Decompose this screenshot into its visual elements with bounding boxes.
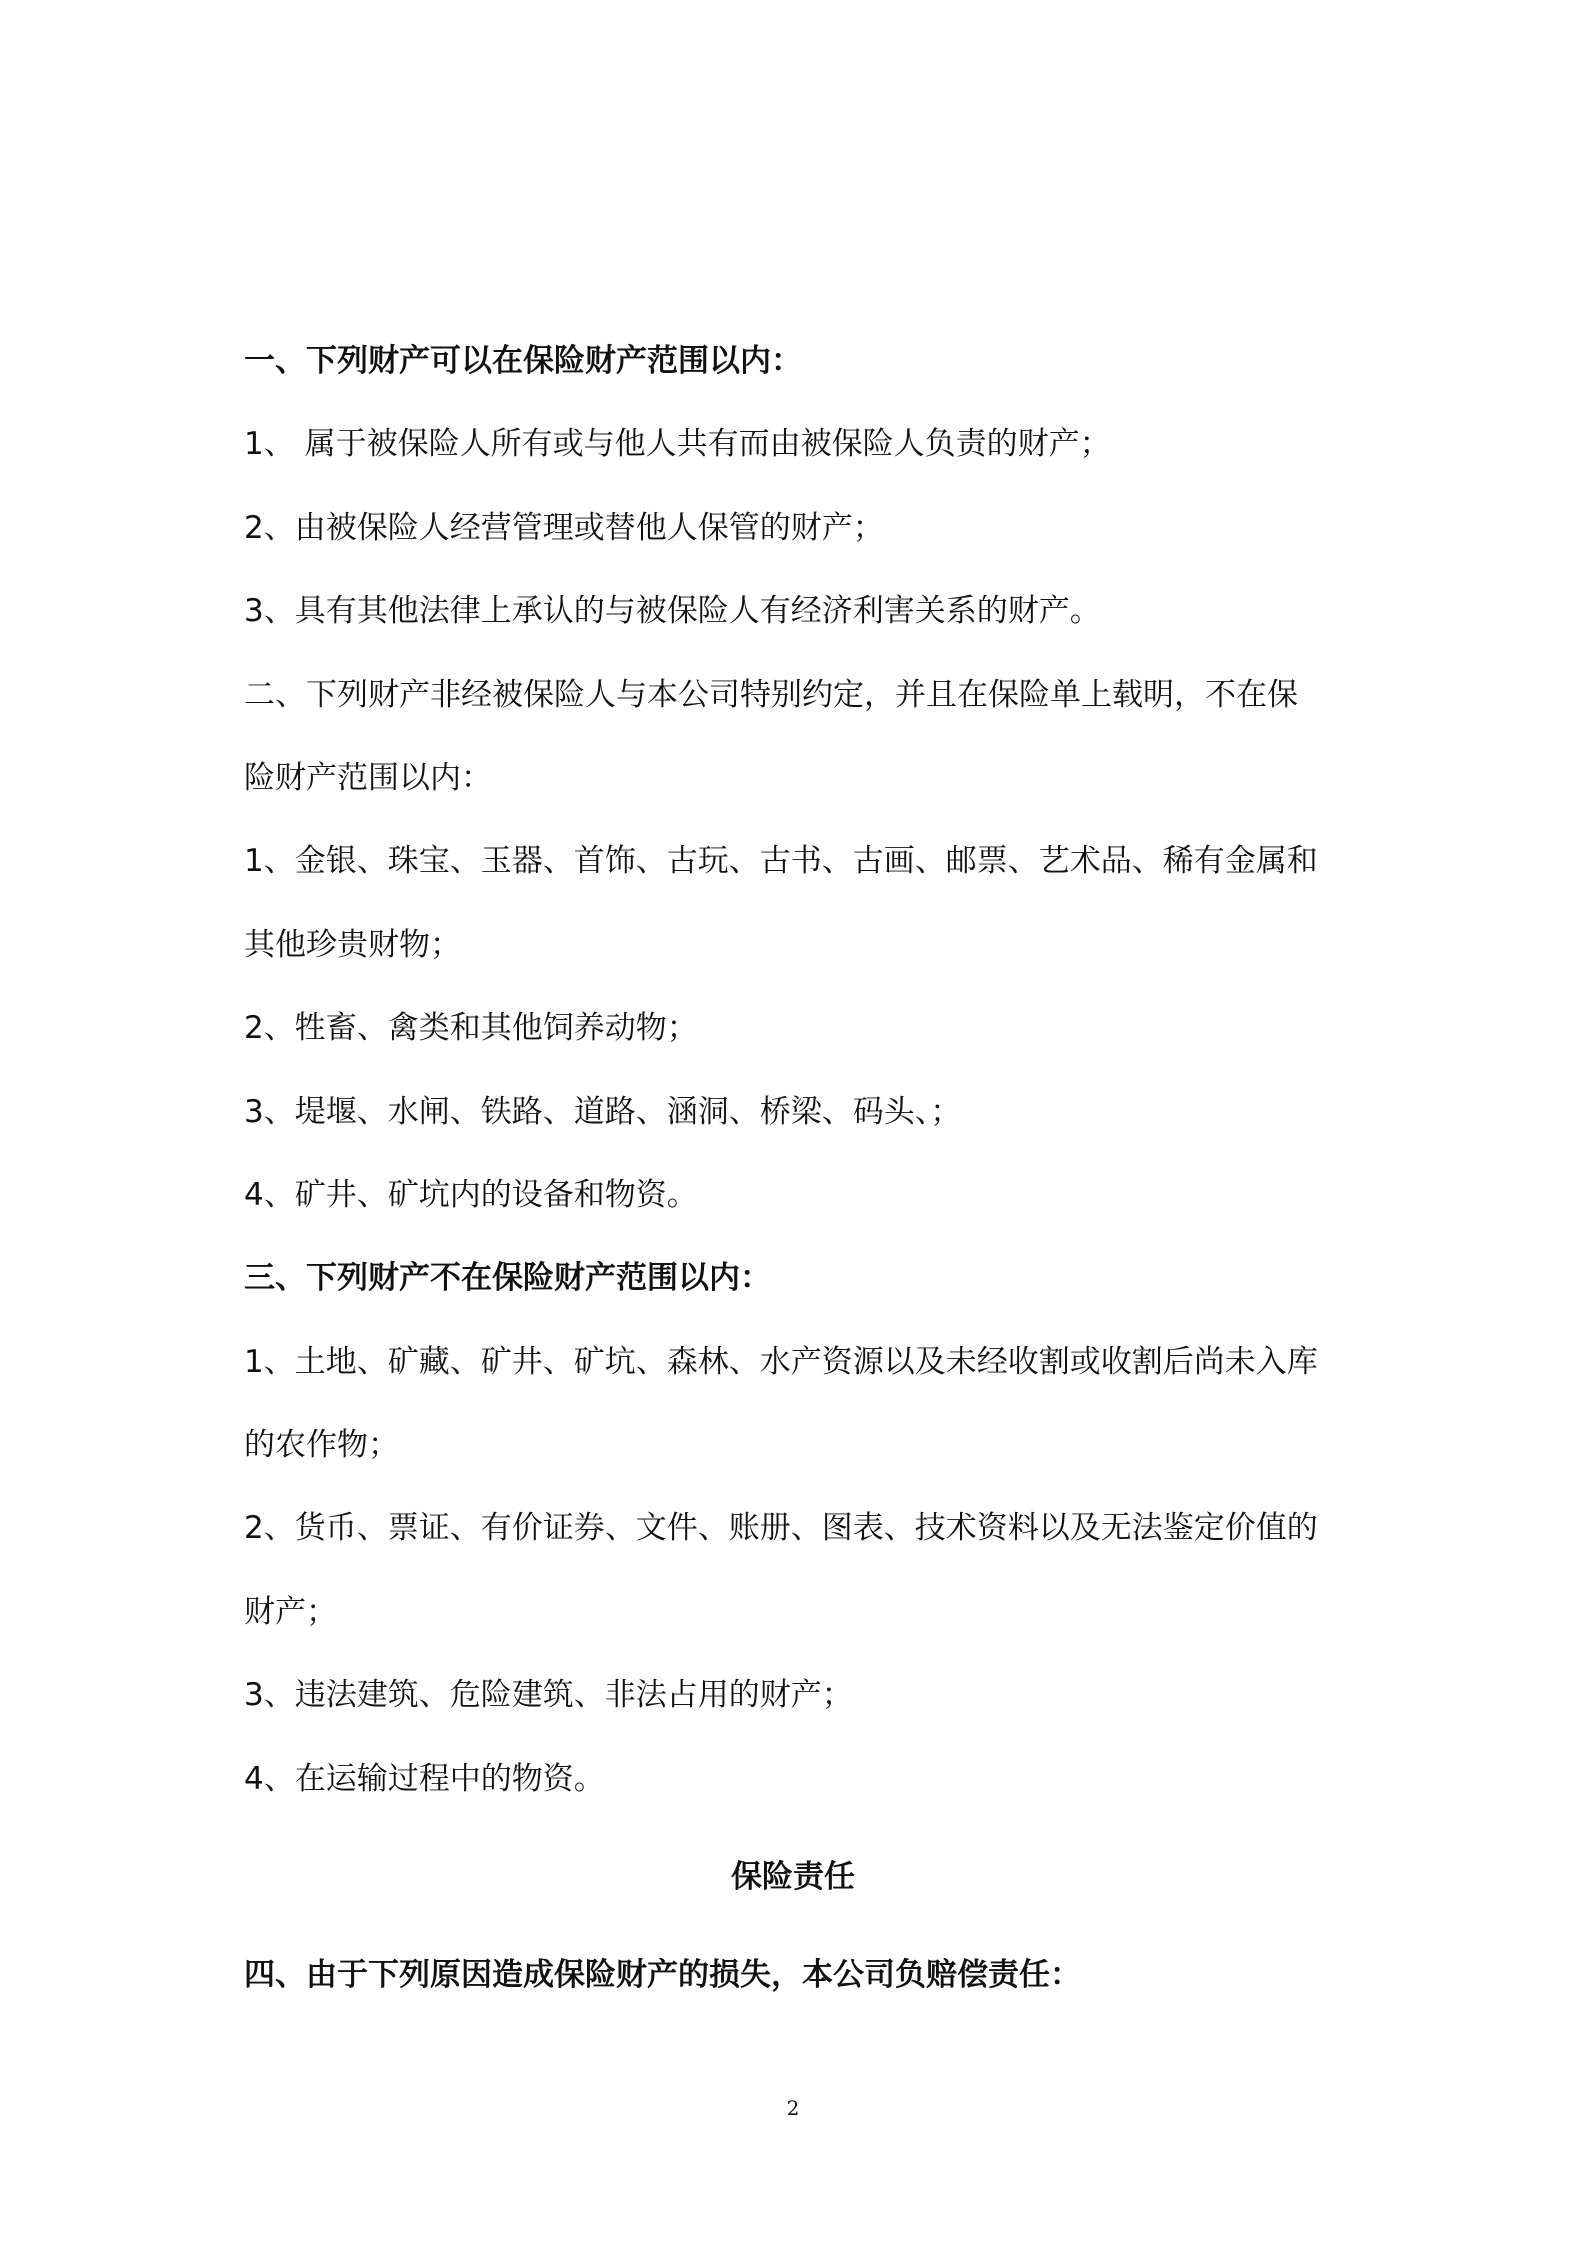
clause-2-item-1-line-1: 1、金银、珠宝、玉器、首饰、古玩、古书、古画、邮票、艺术品、稀有金属和 bbox=[244, 843, 1318, 880]
clause-3-item-2 bbox=[244, 1487, 1404, 1654]
clause-1-heading: 一、下列财产可以在保险财产范围以内： bbox=[244, 343, 802, 379]
clause-2-item-1 bbox=[244, 820, 1404, 987]
clause-2-item-4: 4、矿井、矿坑内的设备和物资。 bbox=[244, 1176, 698, 1213]
clause-2-heading bbox=[244, 654, 1404, 821]
clause-3-item-1-line-1: 1、土地、矿藏、矿井、矿坑、森林、水产资源以及未经收割或收割后尚未入库 bbox=[244, 1343, 1318, 1380]
section-title: 保险责任 bbox=[731, 1859, 855, 1895]
clause-3-item-3: 3、违法建筑、危险建筑、非法占用的财产； bbox=[244, 1677, 853, 1714]
clause-4-heading: 四、由于下列原因造成保险财产的损失，本公司负赔偿责任： bbox=[244, 1957, 1081, 1993]
clause-1-item-3: 3、具有其他法律上承认的与被保险人有经济利害关系的财产。 bbox=[244, 593, 1101, 630]
page-number: 2 bbox=[786, 2096, 800, 2120]
clause-3-item-1-line-2: 的农作物； bbox=[244, 1427, 399, 1464]
clause-2-heading-line-2: 险财产范围以内： bbox=[244, 759, 492, 796]
clause-3-item-1 bbox=[244, 1321, 1404, 1488]
clause-2-heading-line-1: 二、下列财产非经被保险人与本公司特别约定，并且在保险单上载明，不在保 bbox=[244, 676, 1298, 713]
clause-3-heading: 三、下列财产不在保险财产范围以内： bbox=[244, 1260, 771, 1297]
clause-3-item-2-line-2: 财产； bbox=[244, 1593, 337, 1630]
clause-3-item-2-line-1: 2、货币、票证、有价证券、文件、账册、图表、技术资料以及无法鉴定价值的 bbox=[244, 1510, 1318, 1547]
clause-1-item-2: 2、由被保险人经营管理或替他人保管的财产； bbox=[244, 509, 884, 546]
document-body bbox=[244, 320, 1404, 1821]
clause-3-item-4: 4、在运输过程中的物资。 bbox=[244, 1760, 605, 1797]
clause-2-item-3: 3、堤堰、水闸、铁路、道路、涵洞、桥梁、码头、； bbox=[244, 1093, 962, 1130]
clause-2-item-1-line-2: 其他珍贵财物； bbox=[244, 926, 461, 963]
clause-1-item-1: 1、 属于被保险人所有或与他人共有而由被保险人负责的财产； bbox=[244, 426, 1111, 463]
clause-2-item-2: 2、牲畜、禽类和其他饲养动物； bbox=[244, 1010, 698, 1047]
